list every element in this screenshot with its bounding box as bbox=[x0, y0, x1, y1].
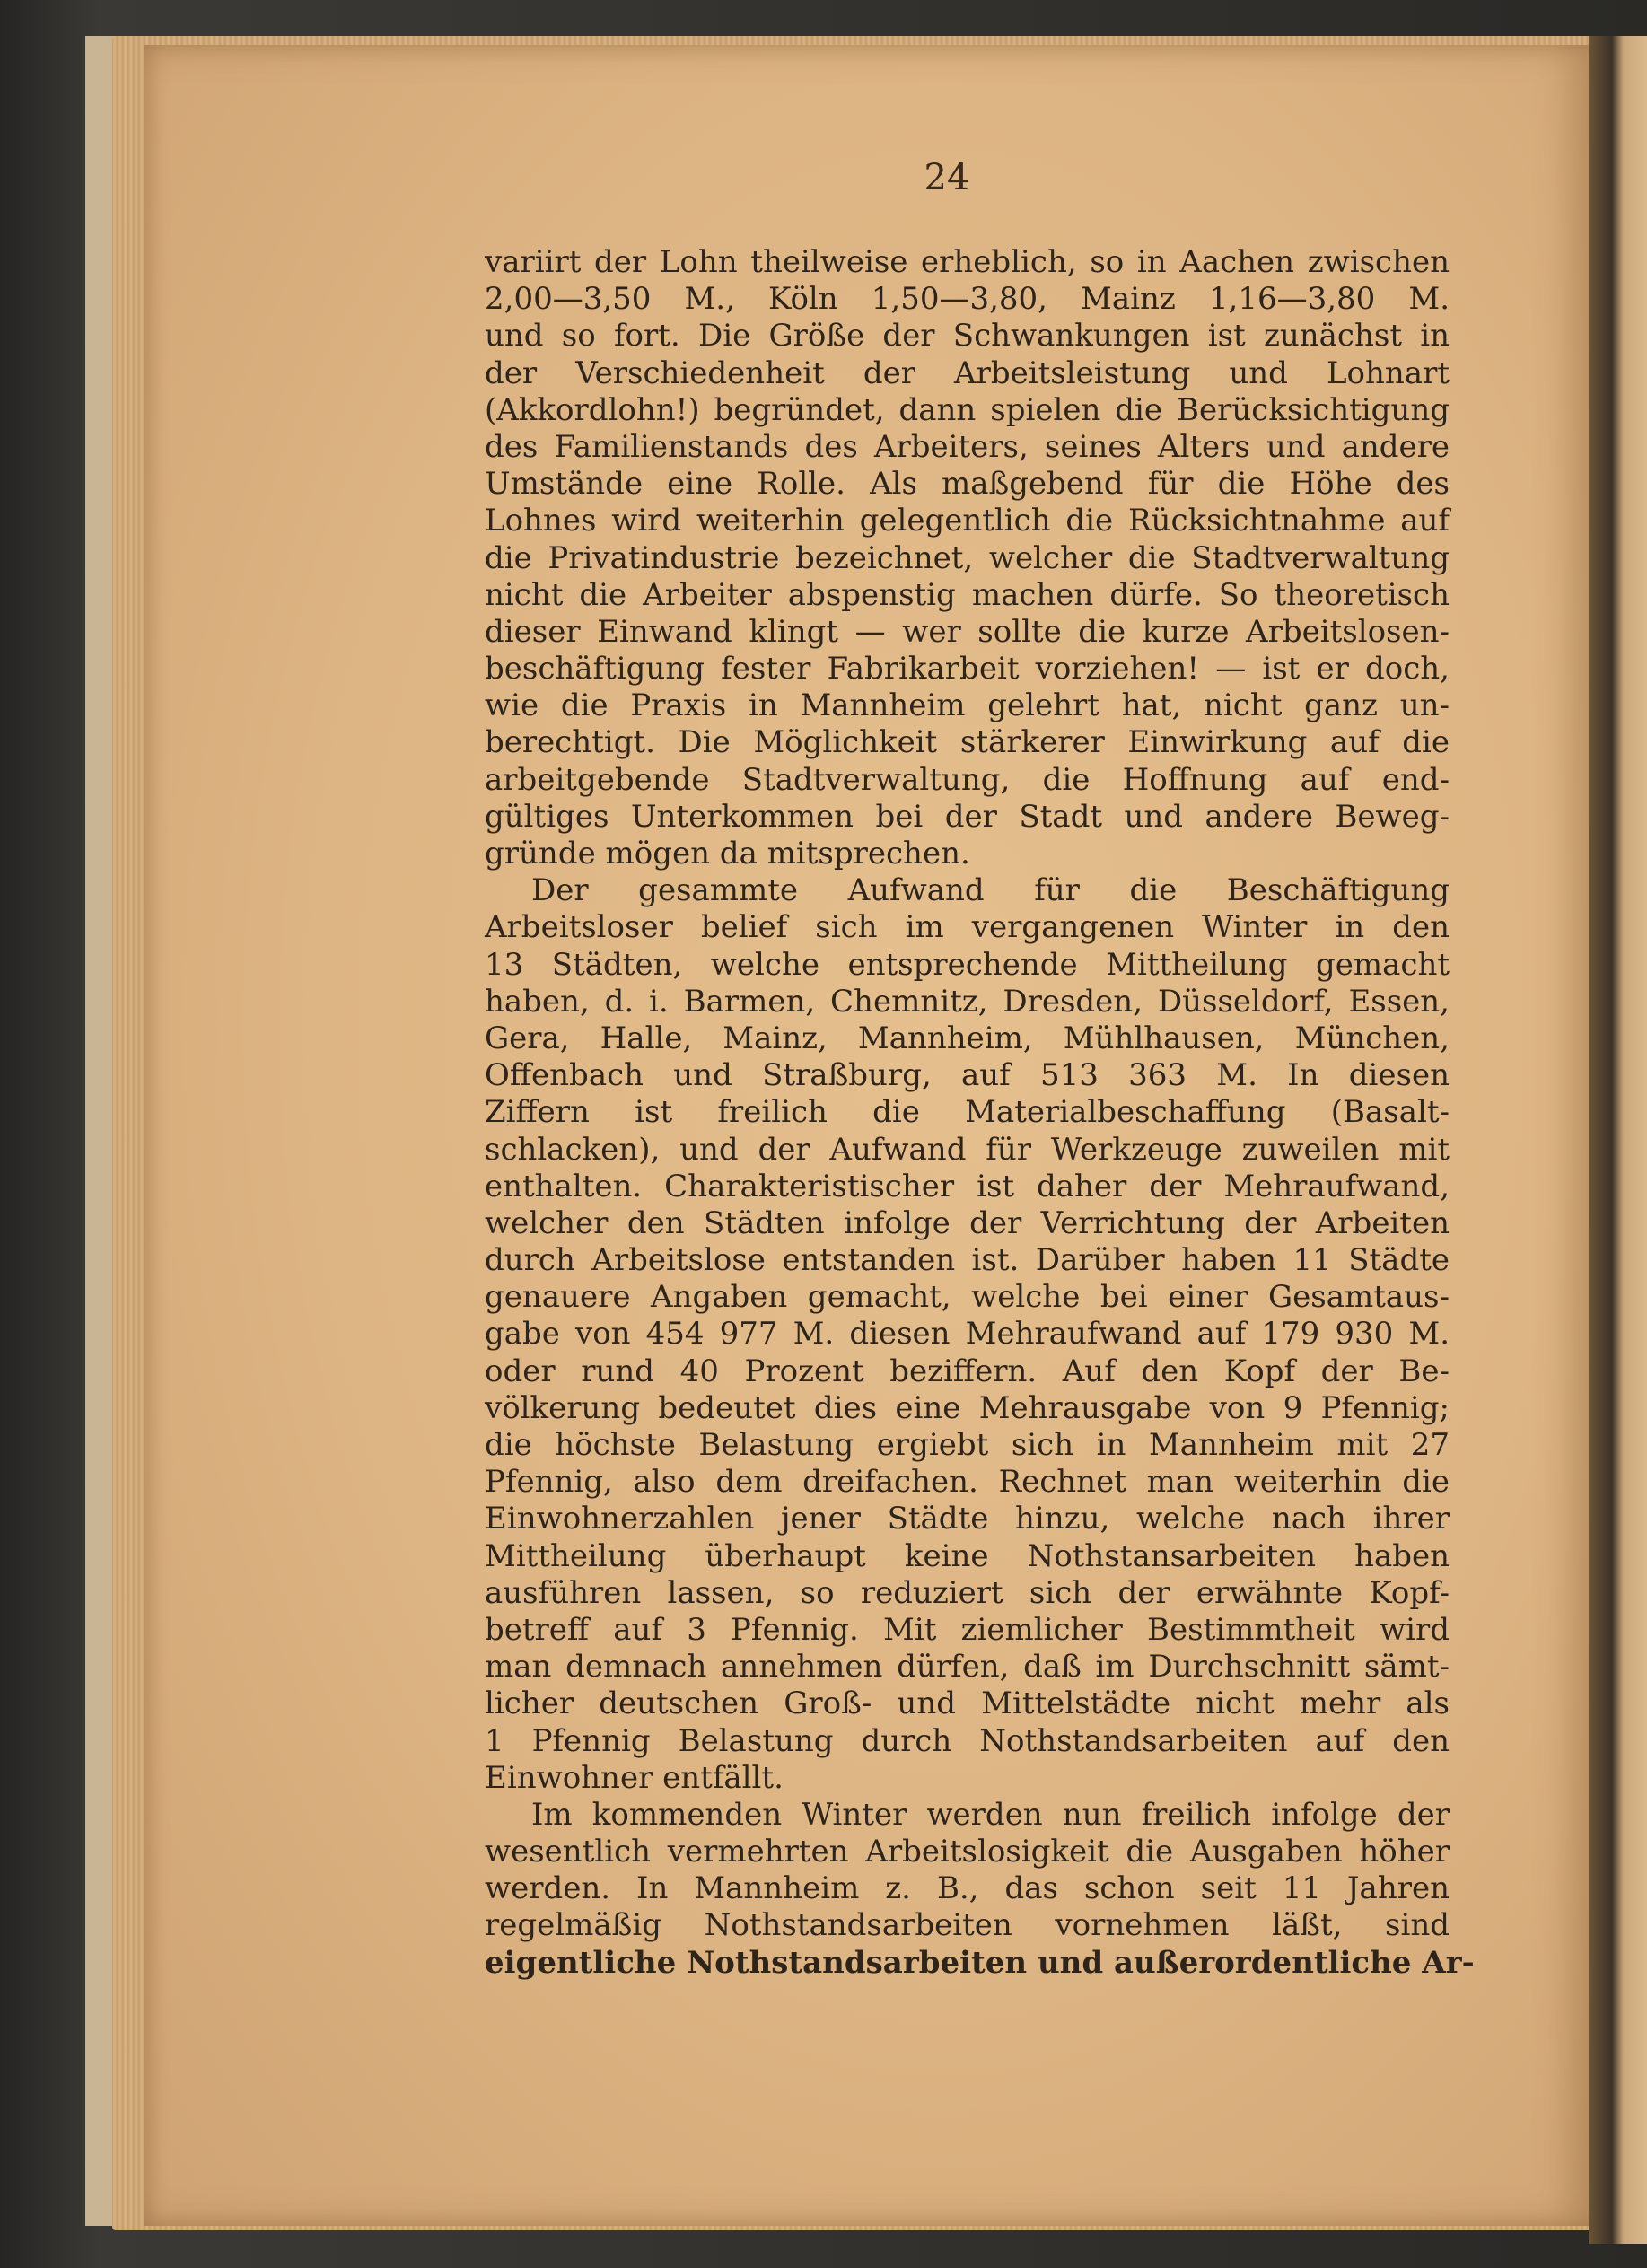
body-text bbox=[485, 244, 1475, 1982]
text-line: die Privatindustrie bezeichnet, welcher die Stadtverwaltung bbox=[485, 539, 1450, 576]
text-line: Lohnes wird weiterhin gelegentlich die Rücksichtnahme auf bbox=[485, 503, 1450, 539]
text-line: gründe mögen da mitsprechen. bbox=[485, 836, 970, 871]
text-line: völkerung bedeutet dies eine Mehrausgabe von 9 Pfennig; bbox=[485, 1389, 1450, 1426]
text-line: und so fort. Die Größe der Schwankungen ist zunächst in bbox=[485, 318, 1450, 355]
text-line: eigentliche Nothstandsarbeiten und außerordentliche Ar- bbox=[485, 1944, 1475, 1981]
text-line: betreff auf 3 Pfennig. Mit ziemlicher Bestimmtheit wird bbox=[485, 1611, 1450, 1648]
text-line: Einwohnerzahlen jener Städte hinzu, welche nach ihrer bbox=[485, 1501, 1450, 1537]
text-line: welcher den Städten infolge der Verrichtung der Arbeiten bbox=[485, 1204, 1450, 1241]
text-line: 1 Pfennig Belastung durch Nothstandsarbeiten auf den bbox=[485, 1722, 1450, 1759]
text-line: schlacken), und der Aufwand für Werkzeuge zuweilen mit bbox=[485, 1131, 1450, 1168]
text-line: berechtigt. Die Möglichkeit stärkerer Einwirkung auf die bbox=[485, 724, 1450, 761]
text-line: enthalten. Charakteristischer ist daher der Mehraufwand, bbox=[485, 1168, 1450, 1204]
text-line: genauere Angaben gemacht, welche bei einer Gesamtaus- bbox=[485, 1279, 1450, 1316]
text-line: nicht die Arbeiter abspenstig machen dürfe. So theoretisch bbox=[485, 576, 1450, 613]
text-line: regelmäßig Nothstandsarbeiten vornehmen läßt, sind bbox=[485, 1907, 1450, 1944]
text-line: Mittheilung überhaupt keine Nothstansarbeiten haben bbox=[485, 1537, 1450, 1574]
text-line: Arbeitsloser belief sich im vergangenen Winter in den bbox=[485, 909, 1450, 946]
text-line: Umstände eine Rolle. Als maßgebend für die Höhe des bbox=[485, 466, 1450, 503]
text-line: gabe von 454 977 M. diesen Mehraufwand auf 179 930 M. bbox=[485, 1316, 1450, 1353]
text-line: arbeitgebende Stadtverwaltung, die Hoffnung auf end- bbox=[485, 761, 1450, 798]
text-line: man demnach annehmen dürfen, daß im Durchschnitt sämt- bbox=[485, 1649, 1450, 1686]
text-line: beschäftigung fester Fabrikarbeit vorziehen! — ist er doch, bbox=[485, 651, 1450, 687]
text-line: 2,00—3,50 M., Köln 1,50—3,80, Mainz 1,16—3,80 M. bbox=[485, 281, 1450, 318]
text-line: gültiges Unterkommen bei der Stadt und andere Beweg- bbox=[485, 798, 1450, 835]
text-line: Der gesammte Aufwand für die Beschäftigung bbox=[531, 872, 1450, 909]
text-line: wesentlich vermehrten Arbeitslosigkeit die Ausgaben höher bbox=[485, 1834, 1450, 1870]
text-line: (Akkordlohn!) begründet, dann spielen die Berücksichtigung bbox=[485, 391, 1450, 428]
text-line: variirt der Lohn theilweise erheblich, so in Aachen zwischen bbox=[485, 244, 1450, 280]
text-line: licher deutschen Groß- und Mittelstädte nicht mehr als bbox=[485, 1686, 1450, 1722]
text-line: durch Arbeitslose entstanden ist. Darüber haben 11 Städte bbox=[485, 1242, 1450, 1279]
text-line: Offenbach und Straßburg, auf 513 363 M. In diesen bbox=[485, 1057, 1450, 1094]
page-number: 24 bbox=[924, 157, 970, 198]
text-line: die höchste Belastung ergiebt sich in Mannheim mit 27 bbox=[485, 1427, 1450, 1463]
text-line: wie die Praxis in Mannheim gelehrt hat, nicht ganz un- bbox=[485, 687, 1450, 724]
text-line: des Familienstands des Arbeiters, seines Alters und andere bbox=[485, 428, 1450, 465]
text-line: ausführen lassen, so reduziert sich der erwähnte Kopf- bbox=[485, 1574, 1450, 1611]
text-line: Einwohner entfällt. bbox=[485, 1759, 784, 1796]
text-line: oder rund 40 Prozent beziffern. Auf den Kopf der Be- bbox=[485, 1353, 1450, 1389]
text-line: Im kommenden Winter werden nun freilich infolge der bbox=[531, 1796, 1450, 1833]
text-line: werden. In Mannheim z. B., das schon seit 11 Jahren bbox=[485, 1870, 1450, 1907]
text-line: dieser Einwand klingt — wer sollte die kurze Arbeitslosen- bbox=[485, 613, 1450, 650]
text-line: der Verschiedenheit der Arbeitsleistung und Lohnart bbox=[485, 355, 1450, 391]
book-gutter bbox=[1589, 36, 1647, 2244]
text-line: Ziffern ist freilich die Materialbeschaffung (Basalt- bbox=[485, 1094, 1450, 1131]
text-line: Gera, Halle, Mainz, Mannheim, Mühlhausen, München, bbox=[485, 1020, 1450, 1056]
text-line: 13 Städten, welche entsprechende Mittheilung gemacht bbox=[485, 946, 1450, 983]
text-line: Pfennig, also dem dreifachen. Rechnet man weiterhin die bbox=[485, 1464, 1450, 1501]
text-line: haben, d. i. Barmen, Chemnitz, Dresden, Düsseldorf, Essen, bbox=[485, 983, 1450, 1020]
